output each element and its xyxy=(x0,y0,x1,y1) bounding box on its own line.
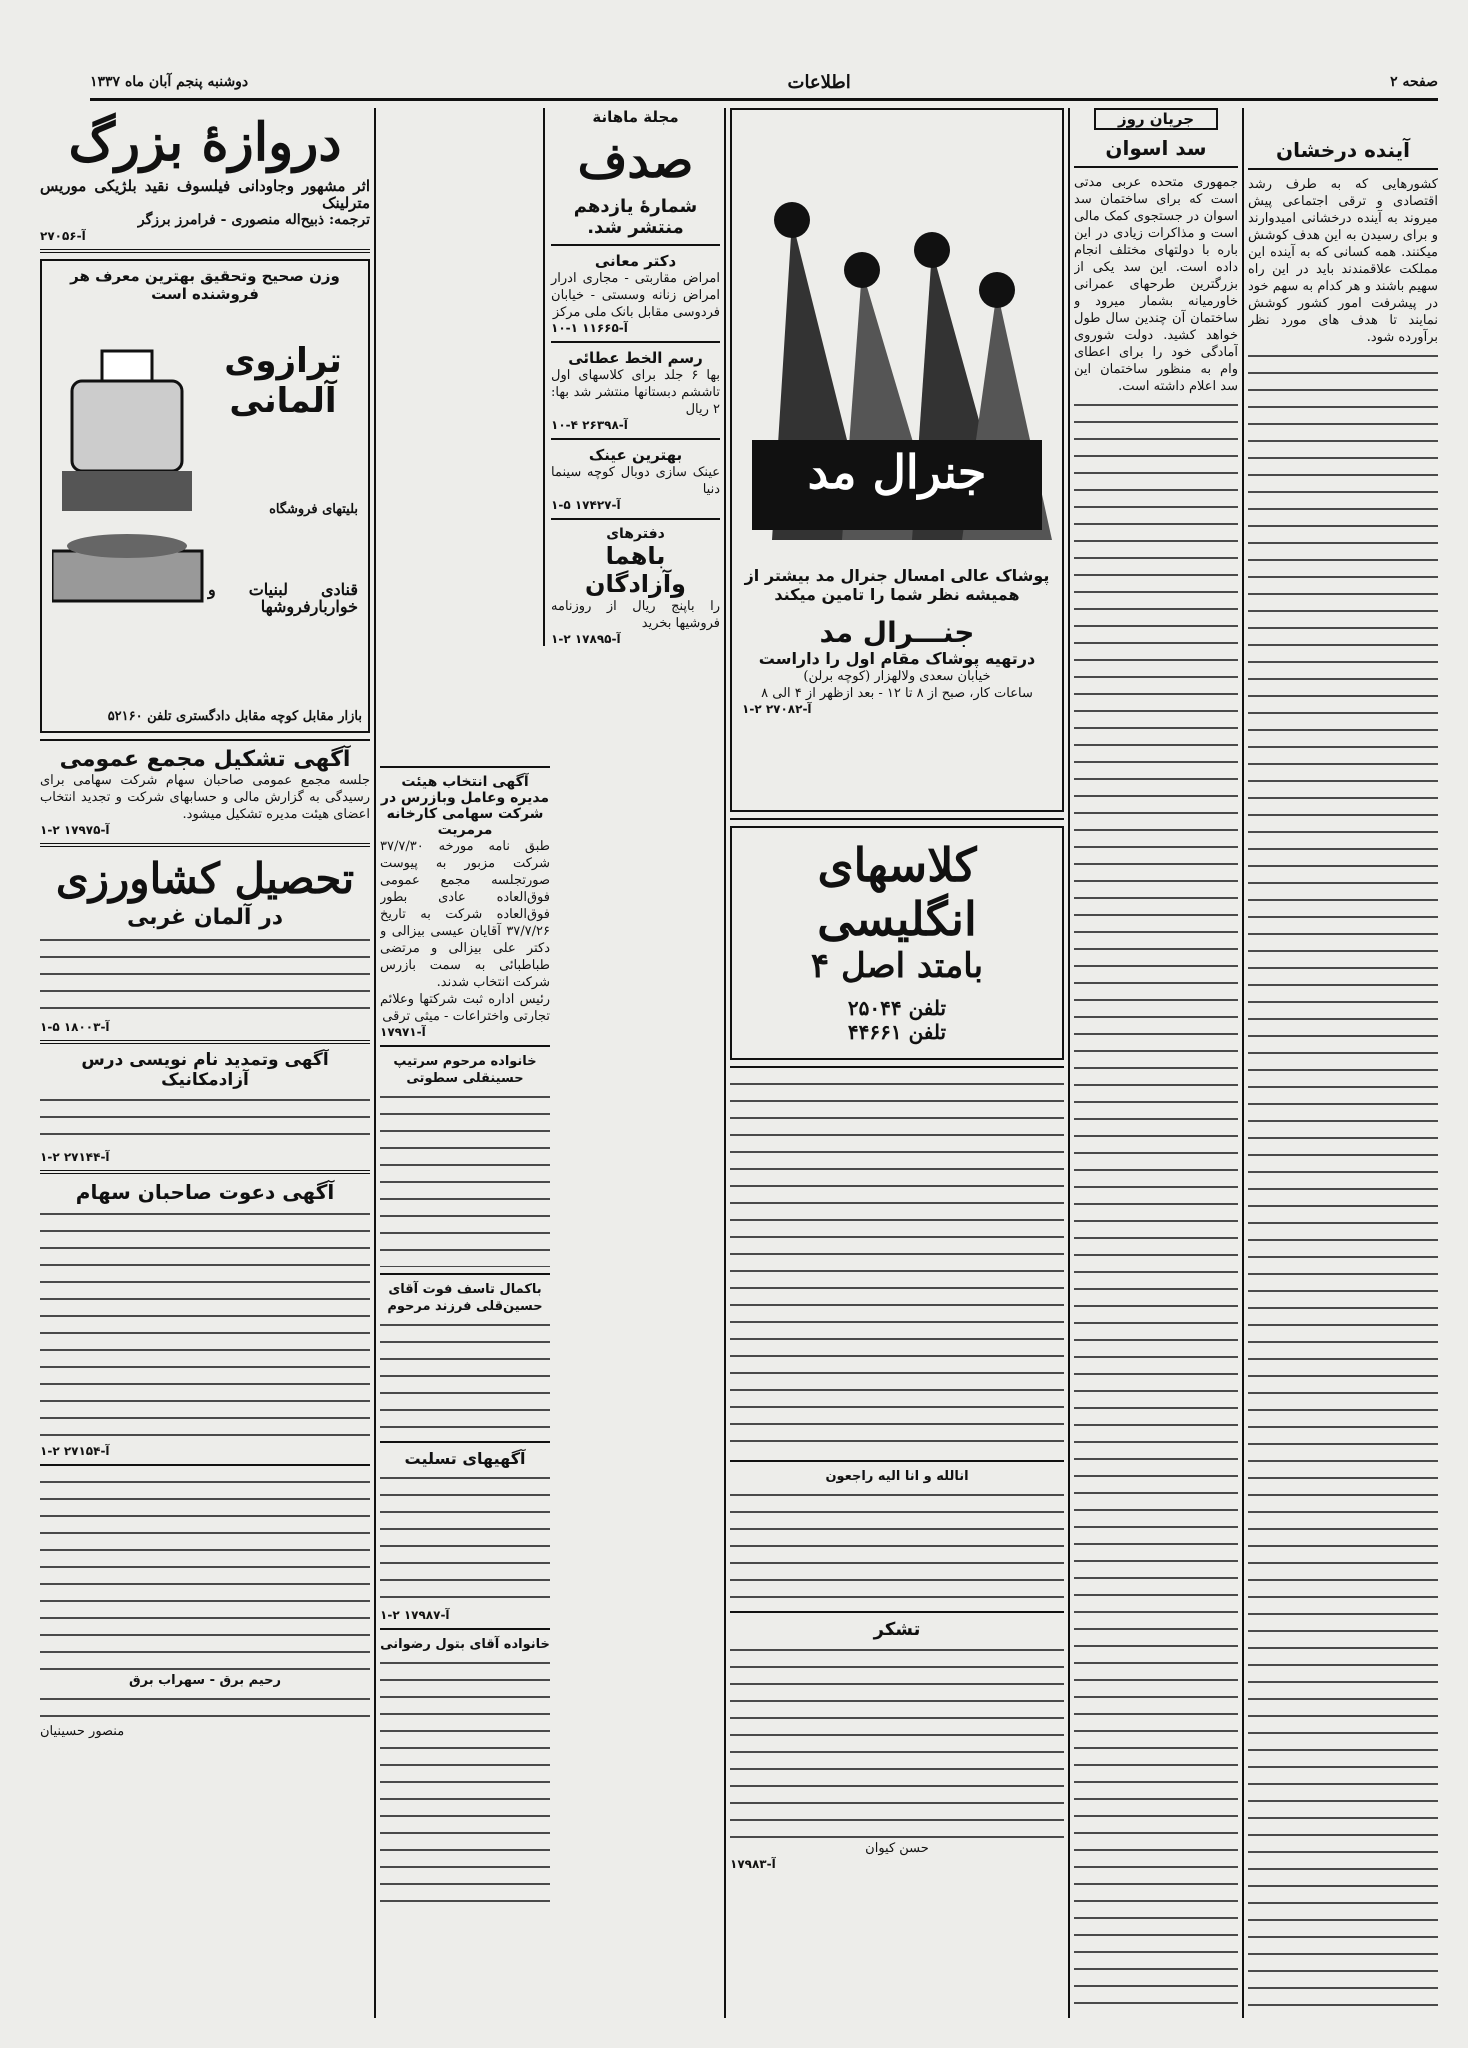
article-body: کشورهایی که به طرف رشد اقتصادی و ترقی اجتماعی پیش میروند به آینده درخشانی امیدوارند و برای رسیدن به این هدف کوشش میکنند. همه کسانی که به آینده این مملکت علاقمندند باید در این راه سهیم باشند و هر کدام به سهم خود در پیشرفت امور کشور کوشش نمایند تا هدف های مورد نظر برآورده شود. xyxy=(1248,177,1438,345)
scale-sub: بلیتهای فروشگاه xyxy=(269,502,358,517)
column-center-right xyxy=(730,108,1064,2018)
column-notices-middle xyxy=(380,760,550,2018)
obituary-text xyxy=(730,1074,1064,1454)
column-rule xyxy=(1068,108,1070,2018)
shareholders-code: آ-۲۷۱۵۴ ۲-۱ xyxy=(40,1444,110,1458)
sadaf-ad-column xyxy=(543,108,720,646)
general-mode-hours: ساعات کار، صبح از ۸ تا ۱۲ - بعد ازظهر از ۴ الی ۸ xyxy=(761,686,1033,701)
article-body: جمهوری متحده عربی مدتی است که برای ساختمان سد اسوان در جستجوی کمک مالی است و مذاکرات زیادی در این باره با دولتهای مختلف انجام داده است. این سد یکی از بزرگترین طرحهای عمرانی خاورمیانه بشمار میرود و ساختمان آن چندین سال طول خواهد کشید. دولت شوروی آمادگی خود را برای اعطای وام به منظور ساختمان این سد اعلام داشته است. xyxy=(1074,175,1238,394)
english-class-ad xyxy=(730,826,1064,1060)
condolence-text xyxy=(40,1472,370,1672)
agriculture-title: تحصیل کشاورزی xyxy=(55,854,355,903)
condolence-text xyxy=(40,1689,370,1723)
sadaf-issue: شمارهٔ یازدهم منتشر شد. xyxy=(573,196,698,238)
typing-text xyxy=(40,1090,370,1150)
darvaze-title: دروازهٔ بزرگ xyxy=(68,112,342,173)
tashakkor-signature: حسن کیوان xyxy=(865,1841,929,1856)
notebook-code: آ-۱۷۸۹۵ ۲-۱ xyxy=(551,632,621,646)
scale-address: بازار مقابل کوچه مقابل دادگستری تلفن ۵۲۱۶۰ xyxy=(107,709,362,724)
article-text-lines xyxy=(1074,395,1238,2018)
general-mode-ad xyxy=(730,108,1064,812)
article-title: سد اسوان xyxy=(1105,136,1207,160)
typing-code: آ-۲۷۱۴۴ ۲-۱ xyxy=(40,1150,110,1164)
bottom-note: منصور حسینیان xyxy=(40,1724,125,1739)
calligraphy-body: بها ۶ جلد برای کلاسهای اول تاششم دبستانها منتشر شد بها: ۲ ریال xyxy=(551,368,720,417)
scale-title: ترازوی آلمانی xyxy=(224,341,342,421)
meeting-notice-title: آگهی انتخاب هیئت مدیره وعامل وبازرس در شرکت سهامی کارخانه مرمریت xyxy=(380,774,550,838)
family-note: خانواده مرحوم سرتیپ حسینقلی سطوتی xyxy=(393,1054,537,1086)
english-class-subtitle: بامتد اصل ۴ xyxy=(810,946,984,986)
darvaze-placeholder xyxy=(380,108,543,646)
family-note: باکمال تاسف فوت آقای حسین‌قلی فرزند مرحوم xyxy=(387,1282,543,1314)
shareholders-text xyxy=(40,1204,370,1444)
general-mode-tagline: پوشاک عالی امسال جنرال مد بیشتر از همیشه نظر شما را تامین میکند xyxy=(744,566,1050,604)
family-note: انالله و انا الیه راجعون xyxy=(825,1469,969,1484)
article-text-lines xyxy=(1248,346,1438,2018)
glasses-body: عینک سازی دوبال کوچه سینما دنیا xyxy=(551,465,720,497)
paper-name: اطلاعات xyxy=(787,71,851,93)
tasliat-code: آ-۱۷۹۸۷ ۲-۱ xyxy=(380,1608,450,1622)
notebook-title: باهما وآزادگان xyxy=(585,542,686,598)
family-note: خانواده آقای بتول رضوانی xyxy=(380,1637,550,1652)
page-number: صفحه ۲ xyxy=(1390,74,1438,90)
column-jaryan xyxy=(1074,108,1238,2018)
general-mode-code: آ-۲۷۰۸۲ ۲-۱ xyxy=(742,702,812,716)
doctor-body: امراض مقاربتی - مجاری ادرار امراض زنانه وسستی - خیابان فردوسی مقابل بانک ملی مرکز xyxy=(551,271,720,320)
agriculture-subtitle: در آلمان غربی xyxy=(126,905,284,930)
tashakkor-text xyxy=(730,1640,1064,1840)
scale-ad xyxy=(40,259,370,733)
tasliat-text xyxy=(380,1468,550,1608)
scale-illustration xyxy=(52,321,212,621)
column-rule xyxy=(374,108,376,2018)
column-aynde xyxy=(1248,108,1438,2018)
general-mode-address: خیابان سعدی ولالهزار (کوچه برلن) xyxy=(803,669,991,684)
glasses-code: آ-۱۷۴۲۷ ۵-۱ xyxy=(551,498,621,512)
agriculture-text xyxy=(40,930,370,1020)
doctor-title: دکتر معانی xyxy=(594,252,677,270)
column-label: جریان روز xyxy=(1094,108,1218,130)
notice-text xyxy=(380,1087,550,1267)
english-class-phone: تلفن ۲۵۰۴۴ xyxy=(847,996,947,1020)
english-class-phone: تلفن ۴۴۶۶۱ xyxy=(847,1020,947,1044)
general-assembly-title: آگهی تشکیل مجمع عمومی xyxy=(59,747,351,772)
general-assembly-body: جلسه مجمع عمومی صاحبان سهام شرکت سهامی برای رسیدگی به گزارش مالی و حسابهای شرکت و تجدید انتخاب اعضای هیئت مدیره تشکیل میشود. xyxy=(40,773,370,822)
calligraphy-title: رسم الخط عطائی xyxy=(568,349,703,367)
notebook-body: را باپنج ریال از روزنامه فروشیها بخرید xyxy=(551,599,720,631)
calligraphy-code: آ-۲۶۳۹۸ ۴-۱۰ xyxy=(551,418,628,432)
column-rule xyxy=(1242,108,1244,2018)
column-rule xyxy=(724,108,726,2018)
notebook-label: دفترهای xyxy=(606,526,665,542)
obituary-text xyxy=(730,1485,1064,1605)
agriculture-code: آ-۱۸۰۰۳ ۵-۱ xyxy=(40,1020,110,1034)
meeting-notice-signature: رئیس اداره ثبت شرکتها وعلائم تجارتی واختراعات - میثی ترقی xyxy=(380,992,550,1024)
typing-title: آگهی وتمدید نام نویسی درس آزادمکانیک xyxy=(81,1050,329,1090)
scale-brand-note: قنادی لبنیات و خواربارفروشها xyxy=(208,580,358,616)
column-left xyxy=(40,108,370,2018)
tashakkor-title: تشکر xyxy=(873,1619,921,1640)
header-rule xyxy=(90,98,1438,101)
general-mode-logo-text: جنـــرال مد xyxy=(819,616,975,649)
meeting-notice-code: آ-۱۷۹۷۱ xyxy=(380,1025,426,1039)
glasses-title: بهترین عینک xyxy=(588,446,683,464)
top-ads-row xyxy=(380,108,720,646)
sadaf-name: صدف xyxy=(577,133,694,189)
meeting-notice-body: طبق نامه مورخه ۳۷/۷/۳۰ شرکت مزبور به پیوست صورتجلسه مجمع عمومی فوق‌العاده عادی بطور فوق‌العاده شرکت به تاریخ ۳۷/۷/۲۶ آقایان عیسی بیزالی و دکتر علی بیزالی و مرتضی طباطبائی به سمت بازرس شرکت انتخاب شدند. xyxy=(380,839,550,990)
doctor-code: آ-۱۱۶۶۵ ۱-۱۰ xyxy=(551,321,628,335)
bottom-note: رحیم برق - سهراب برق xyxy=(128,1673,281,1688)
shareholders-title: آگهی دعوت صاحبان سهام xyxy=(75,1180,335,1204)
issue-date: دوشنبه پنجم آبان ماه ۱۳۳۷ xyxy=(90,74,249,90)
page-header xyxy=(90,62,1438,102)
tasliat-title: آگهیهای تسلیت xyxy=(404,1449,526,1468)
general-assembly-code: آ-۱۷۹۷۵ ۲-۱ xyxy=(40,823,110,837)
general-mode-sub: درتهیه پوشاک مقام اول را داراست xyxy=(758,649,1036,668)
scale-tagline: وزن صحیح وتحقیق بهترین معرف هر فروشنده است xyxy=(70,267,340,303)
darvaze-translator: ترجمه: ذبیح‌اله منصوری - فرامرز برزگر xyxy=(137,212,370,228)
general-mode-brand: جنرال مد xyxy=(807,445,987,499)
english-class-title: کلاسهای انگلیسی xyxy=(817,838,977,946)
darvaze-code: آ-۲۷۰۵۶ xyxy=(40,229,86,243)
notice-text xyxy=(380,1315,550,1435)
darvaze-body: اثر مشهور وجاودانی فیلسوف نقید بلژیکی موریس مترلینک xyxy=(40,177,370,212)
article-title: آینده درخشان xyxy=(1276,138,1410,162)
sadaf-label: مجلة ماهانة xyxy=(592,108,679,126)
tashakkor-code: آ-۱۷۹۸۳ xyxy=(730,1857,776,1871)
notice-text xyxy=(380,1653,550,1913)
